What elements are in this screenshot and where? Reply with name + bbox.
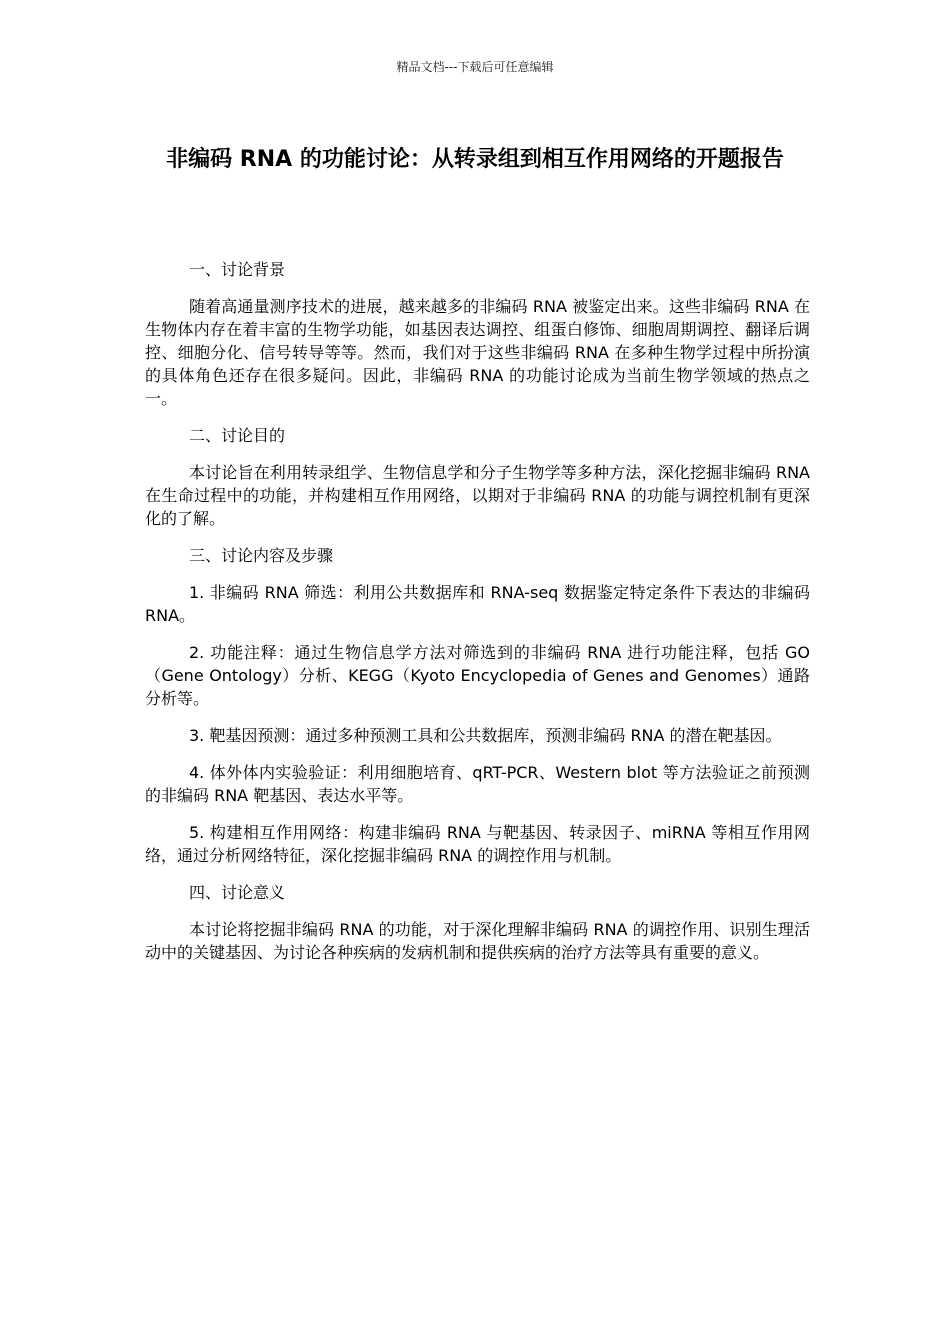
document-body	[145, 258, 810, 978]
header-note: 精品文档---下载后可任意编辑	[396, 60, 554, 74]
step-item-5: 5. 构建相互作用网络：构建非编码 RNA 与靶基因、转录因子、miRNA 等相互作用网络，通过分析网络特征，深化挖掘非编码 RNA 的调控作用与机制。	[145, 823, 810, 865]
section-heading-content: 三、讨论内容及步骤	[189, 546, 334, 565]
step-item-3: 3. 靶基因预测：通过多种预测工具和公共数据库，预测非编码 RNA 的潜在靶基因。	[189, 726, 782, 745]
step-item-4: 4. 体外体内实验验证：利用细胞培育、qRT-PCR、Western blot 等方法验证之前预测的非编码 RNA 靶基因、表达水平等。	[145, 763, 810, 805]
section-heading-purpose: 二、讨论目的	[189, 426, 286, 445]
page-title: 非编码 RNA 的功能讨论：从转录组到相互作用网络的开题报告	[166, 147, 784, 172]
section-heading-significance: 四、讨论意义	[189, 883, 286, 902]
paragraph-background: 随着高通量测序技术的进展，越来越多的非编码 RNA 被鉴定出来。这些非编码 RNA 在生物体内存在着丰富的生物学功能，如基因表达调控、组蛋白修饰、细胞周期调控、翻译后调控、细胞分化、信号转导等等。然而，我们对于这些非编码 RNA 在多种生物学过程中所扮演的具体角色还存在很多疑问。因此，非编码 RNA 的功能讨论成为当前生物学领域的热点之一。	[145, 297, 810, 408]
paragraph-significance: 本讨论将挖掘非编码 RNA 的功能，对于深化理解非编码 RNA 的调控作用、识别生理活动中的关键基因、为讨论各种疾病的发病机制和提供疾病的治疗方法等具有重要的意义。	[145, 920, 810, 962]
step-item-2: 2. 功能注释：通过生物信息学方法对筛选到的非编码 RNA 进行功能注释，包括 GO（Gene Ontology）分析、KEGG（Kyoto Encyclopedia of Genes and Genomes）通路分析等。	[145, 643, 810, 708]
step-item-1: 1. 非编码 RNA 筛选：利用公共数据库和 RNA-seq 数据鉴定特定条件下表达的非编码 RNA。	[145, 583, 810, 625]
paragraph-purpose: 本讨论旨在利用转录组学、生物信息学和分子生物学等多种方法，深化挖掘非编码 RNA 在生命过程中的功能，并构建相互作用网络，以期对于非编码 RNA 的功能与调控机制有更深化的了解。	[145, 463, 810, 528]
section-heading-background: 一、讨论背景	[189, 260, 286, 279]
